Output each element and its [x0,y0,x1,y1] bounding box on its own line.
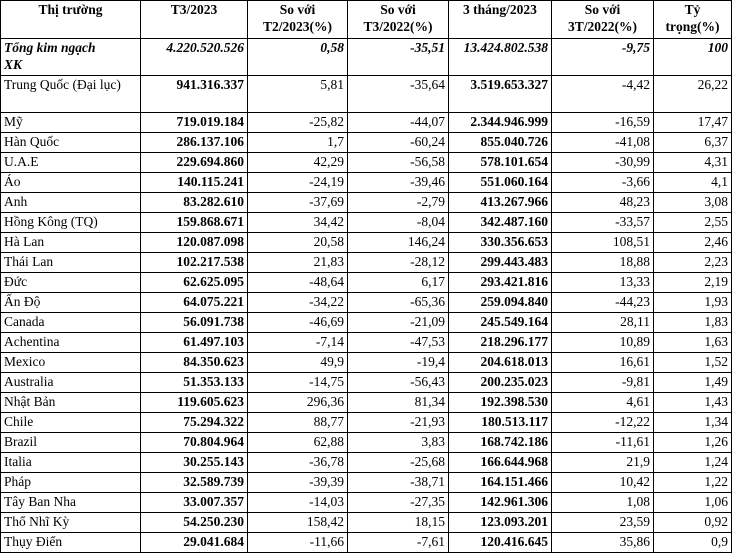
t3-value: 83.282.610 [141,193,248,213]
market-name: Mỹ [1,113,141,133]
vs-t2-value: -48,64 [248,273,348,293]
table-row [1,213,732,233]
vs-t3-2022-value: -7,61 [348,533,449,553]
vs-3t-2022-value: -11,61 [552,433,654,453]
vs-t2-value: -34,22 [248,293,348,313]
table-row [1,493,732,513]
t3-value: 56.091.738 [141,313,248,333]
share-value: 2,55 [654,213,732,233]
vs-3t-2022-value: 21,9 [552,453,654,473]
t3-value: 70.804.964 [141,433,248,453]
header-row [1,1,732,39]
vs-3t-2022-value: -16,59 [552,113,654,133]
vs-t3-2022-value: -56,43 [348,373,449,393]
share-value: 26,22 [654,76,732,113]
t3-value: 159.868.671 [141,213,248,233]
table-row [1,393,732,413]
vs-t2-value: 42,29 [248,153,348,173]
q1-value: 2.344.946.999 [449,113,552,133]
header-vs-3t-2022-line2: 3T/2022(%) [568,19,637,34]
vs-t3-2022-value: -47,53 [348,333,449,353]
q1-value: 293.421.816 [449,273,552,293]
header-q1-line1: 3 tháng/2023 [463,2,537,17]
q1-value: 164.151.466 [449,473,552,493]
share-value: 1,63 [654,333,732,353]
q1-value: 259.094.840 [449,293,552,313]
q1-value: 142.961.306 [449,493,552,513]
header-share-line2: trọng(%) [665,19,720,34]
q1-value: 578.101.654 [449,153,552,173]
market-name: Trung Quốc (Đại lục) [1,76,141,113]
market-name: Anh [1,193,141,213]
vs-3t-2022-value: 18,88 [552,253,654,273]
share-value: 1,83 [654,313,732,333]
q1-value: 299.443.483 [449,253,552,273]
vs-t3-2022-value: -21,93 [348,413,449,433]
vs-3t-2022-value: -3,66 [552,173,654,193]
header-market [1,1,141,39]
vs-3t-2022-value: 23,59 [552,513,654,533]
vs-t3-2022-value: 146,24 [348,233,449,253]
t3-value: 32.589.739 [141,473,248,493]
t3-value: 30.255.143 [141,453,248,473]
t3-value: 120.087.098 [141,233,248,253]
q1-value: 200.235.023 [449,373,552,393]
vs-t3-2022-value: 6,17 [348,273,449,293]
market-name: Ấn Độ [1,293,141,313]
t3-value: 54.250.230 [141,513,248,533]
table-row [1,193,732,213]
t3-value: 140.115.241 [141,173,248,193]
t3-value: 33.007.357 [141,493,248,513]
header-vs-t3-2022-line2: T3/2022(%) [363,19,433,34]
share-value: 4,1 [654,173,732,193]
vs-t2-value: 62,88 [248,433,348,453]
t3-value: 29.041.684 [141,533,248,553]
table-row [1,333,732,353]
t3-value: 84.350.623 [141,353,248,373]
table-row [1,453,732,473]
vs-t3-2022-value: -39,46 [348,173,449,193]
market-name: Italia [1,453,141,473]
market-name: Hà Lan [1,233,141,253]
market-name: Australia [1,373,141,393]
vs-t2-value: -37,69 [248,193,348,213]
vs-3t-2022-value: -12,22 [552,413,654,433]
vs-t2-value: 1,7 [248,133,348,153]
vs-t3-2022-value: -25,68 [348,453,449,473]
q1-value: 330.356.653 [449,233,552,253]
vs-3t-2022-value: 16,61 [552,353,654,373]
header-t3-line1: T3/2023 [170,2,218,17]
vs-3t-2022-value: 28,11 [552,313,654,333]
vs-t2-value: -25,82 [248,113,348,133]
vs-t2-value: 158,42 [248,513,348,533]
t3-value: 941.316.337 [141,76,248,113]
header-vs-3t-2022 [552,1,654,39]
q1-value: 245.549.164 [449,313,552,333]
t3-value: 229.694.860 [141,153,248,173]
market-name: Áo [1,173,141,193]
vs-3t-2022-value: -9,81 [552,373,654,393]
vs-t2-value: 5,81 [248,76,348,113]
vs-t2-value: -24,19 [248,173,348,193]
vs-3t-2022-value: 4,61 [552,393,654,413]
vs-t2-value: -7,14 [248,333,348,353]
total-q1: 13.424.802.538 [449,39,552,76]
vs-3t-2022-value: 48,23 [552,193,654,213]
table-row [1,413,732,433]
header-share [654,1,732,39]
vs-t2-value: -39,39 [248,473,348,493]
vs-3t-2022-value: -33,57 [552,213,654,233]
header-market-line1: Thị trường [38,2,103,17]
share-value: 1,43 [654,393,732,413]
t3-value: 719.019.184 [141,113,248,133]
share-value: 6,37 [654,133,732,153]
vs-3t-2022-value: 108,51 [552,233,654,253]
vs-3t-2022-value: -4,42 [552,76,654,113]
q1-value: 166.644.968 [449,453,552,473]
share-value: 1,49 [654,373,732,393]
vs-3t-2022-value: 35,86 [552,533,654,553]
vs-3t-2022-value: -30,99 [552,153,654,173]
vs-t3-2022-value: 81,34 [348,393,449,413]
table-row [1,273,732,293]
vs-t3-2022-value: -38,71 [348,473,449,493]
vs-t3-2022-value: -65,36 [348,293,449,313]
total-label [1,39,141,76]
q1-value: 120.416.645 [449,533,552,553]
vs-t3-2022-value: -60,24 [348,133,449,153]
market-name: Hồng Kông (TQ) [1,213,141,233]
vs-3t-2022-value: -41,08 [552,133,654,153]
share-value: 2,19 [654,273,732,293]
vs-t3-2022-value: 3,83 [348,433,449,453]
vs-t2-value: 88,77 [248,413,348,433]
market-name: U.A.E [1,153,141,173]
vs-t3-2022-value: 18,15 [348,513,449,533]
q1-value: 413.267.966 [449,193,552,213]
header-t3 [141,1,248,39]
table-row [1,253,732,273]
share-value: 1,06 [654,493,732,513]
market-name: Achentina [1,333,141,353]
vs-t3-2022-value: -44,07 [348,113,449,133]
share-value: 1,26 [654,433,732,453]
q1-value: 204.618.013 [449,353,552,373]
vs-t3-2022-value: -19,4 [348,353,449,373]
q1-value: 192.398.530 [449,393,552,413]
table-row [1,133,732,153]
header-vs-t2 [248,1,348,39]
header-q1 [449,1,552,39]
vs-3t-2022-value: 13,33 [552,273,654,293]
share-value: 4,31 [654,153,732,173]
table-row [1,353,732,373]
table-row [1,293,732,313]
vs-t3-2022-value: -21,09 [348,313,449,333]
vs-t3-2022-value: -8,04 [348,213,449,233]
q1-value: 180.513.117 [449,413,552,433]
share-value: 1,52 [654,353,732,373]
market-name: Mexico [1,353,141,373]
vs-3t-2022-value: 10,89 [552,333,654,353]
market-name: Canada [1,313,141,333]
q1-value: 342.487.160 [449,213,552,233]
q1-value: 218.296.177 [449,333,552,353]
market-name: Thái Lan [1,253,141,273]
table-row [1,113,732,133]
table-row [1,473,732,493]
t3-value: 64.075.221 [141,293,248,313]
vs-t2-value: 49,9 [248,353,348,373]
t3-value: 61.497.103 [141,333,248,353]
vs-t2-value: -14,75 [248,373,348,393]
market-name: Tây Ban Nha [1,493,141,513]
total-label-line2: XK [4,57,23,72]
t3-value: 102.217.538 [141,253,248,273]
q1-value: 168.742.186 [449,433,552,453]
q1-value: 551.060.164 [449,173,552,193]
total-row [1,39,732,76]
header-vs-t3-2022-line1: So với [380,2,416,17]
market-name: Thổ Nhĩ Kỳ [1,513,141,533]
vs-t2-value: 296,36 [248,393,348,413]
share-value: 0,9 [654,533,732,553]
vs-t2-value: 20,58 [248,233,348,253]
table-row [1,313,732,333]
share-value: 17,47 [654,113,732,133]
header-share-line1: Tỷ [684,2,701,17]
table-row [1,433,732,453]
market-name: Nhật Bản [1,393,141,413]
market-name: Brazil [1,433,141,453]
total-t3: 4.220.520.526 [141,39,248,76]
t3-value: 119.605.623 [141,393,248,413]
total-vs-t3-2022: -35,51 [348,39,449,76]
q1-value: 3.519.653.327 [449,76,552,113]
vs-t2-value: 34,42 [248,213,348,233]
share-value: 1,24 [654,453,732,473]
market-name: Đức [1,273,141,293]
total-label-line1: Tổng kim ngạch [4,40,96,55]
q1-value: 855.040.726 [449,133,552,153]
vs-3t-2022-value: 1,08 [552,493,654,513]
total-vs-3t-2022: -9,75 [552,39,654,76]
total-share: 100 [654,39,732,76]
vs-t2-value: -11,66 [248,533,348,553]
market-name: Pháp [1,473,141,493]
vs-t2-value: 21,83 [248,253,348,273]
table-row [1,233,732,253]
share-value: 1,34 [654,413,732,433]
t3-value: 62.625.095 [141,273,248,293]
market-name: Thụy Điển [1,533,141,553]
share-value: 2,46 [654,233,732,253]
table-row [1,76,732,113]
market-name: Chile [1,413,141,433]
table-row [1,373,732,393]
share-value: 3,08 [654,193,732,213]
header-vs-t2-line1: So với [279,2,316,17]
share-value: 0,92 [654,513,732,533]
header-vs-t2-line2: T2/2023(%) [263,19,332,34]
t3-value: 51.353.133 [141,373,248,393]
t3-value: 286.137.106 [141,133,248,153]
header-vs-3t-2022-line1: So với [584,2,621,17]
t3-value: 75.294.322 [141,413,248,433]
vs-t3-2022-value: -27,35 [348,493,449,513]
vs-t2-value: -36,78 [248,453,348,473]
vs-t2-value: -46,69 [248,313,348,333]
vs-t3-2022-value: -56,58 [348,153,449,173]
vs-t2-value: -14,03 [248,493,348,513]
vs-3t-2022-value: -44,23 [552,293,654,313]
vs-t3-2022-value: -2,79 [348,193,449,213]
vs-3t-2022-value: 10,42 [552,473,654,493]
vs-t3-2022-value: -28,12 [348,253,449,273]
table-row [1,153,732,173]
q1-value: 123.093.201 [449,513,552,533]
header-vs-t3-2022 [348,1,449,39]
table-row [1,533,732,553]
share-value: 1,22 [654,473,732,493]
table-row [1,513,732,533]
table-row [1,173,732,193]
total-vs-t2: 0,58 [248,39,348,76]
share-value: 1,93 [654,293,732,313]
share-value: 2,23 [654,253,732,273]
vs-t3-2022-value: -35,64 [348,76,449,113]
market-name: Hàn Quốc [1,133,141,153]
